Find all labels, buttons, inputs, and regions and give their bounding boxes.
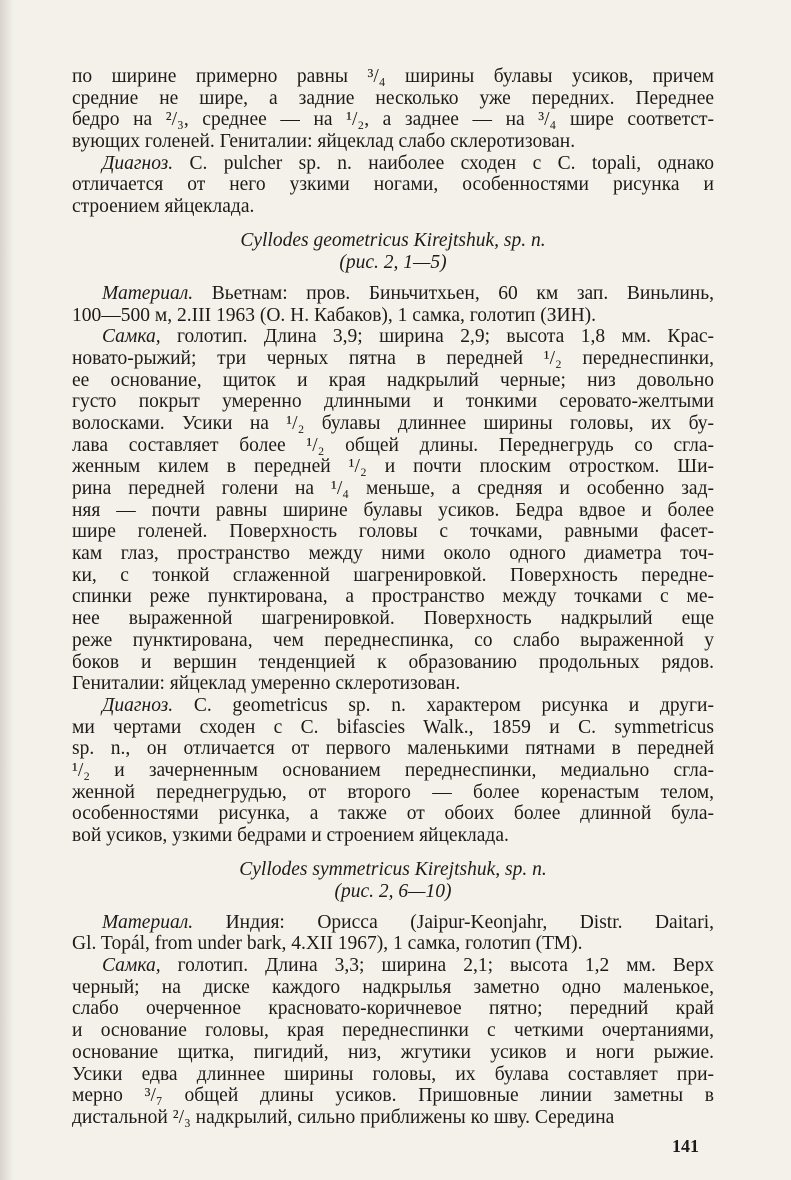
text-line: шире голеней. Поверхность головы с точками, равными фасет- (72, 521, 714, 543)
text-line: 100—500 м, 2.III 1963 (О. Н. Кабаков), 1 самка, голотип (ЗИН). (72, 304, 597, 326)
text-line: нее выраженной шагренировкой. Поверхность надкрылий еще (72, 608, 714, 630)
text-line (72, 283, 714, 305)
text-line: и основание головы, края переднеспинки с четкими очертаниями, (72, 1020, 714, 1042)
line-text: Индия: Орисса (Jaipur-Keonjahr, Distr. Daitari, (193, 911, 714, 933)
paragraph (72, 695, 714, 847)
figure-reference: (рис. 2, 1—5) (339, 251, 447, 273)
paragraph (72, 66, 714, 153)
page-number: 141 (672, 1136, 699, 1156)
text-line: средние не шире, а задние несколько уже передних. Переднее (72, 87, 714, 109)
text-line: черный; на диске каждого надкрылья заметно одно маленькое, (72, 976, 714, 998)
text-line: основание щитка, пигидий, низ, жгутики усиков и ноги рыжие. (72, 1041, 714, 1063)
figure-reference: (рис. 2, 6—10) (334, 880, 452, 902)
text-line: ¹/₂ и зачерненным основанием переднеспинки, медиально сгла- (72, 759, 714, 781)
text-line: отличается от него узкими ногами, особенностями рисунка и (72, 174, 714, 196)
page-gutter (0, 0, 14, 1180)
text-line (72, 955, 714, 977)
text-line: кам глаз, пространство между ними около одного диаметра точ- (72, 543, 714, 565)
text-line: густо покрыт умеренно длинными и тонкими серовато-желтыми (72, 391, 714, 413)
text-line: мерно ³/₇ общей длины усиков. Пришовные линии заметны в (72, 1085, 714, 1107)
text-line: Усики едва длиннее ширины головы, их булава составляет при- (72, 1063, 714, 1085)
text-line: вующих голеней. Гениталии: яйцеклад слабо склеротизован. (72, 131, 576, 153)
section-lead: Самка, (102, 326, 161, 348)
text-line (72, 695, 714, 717)
text-line (72, 912, 714, 934)
section-lead: Диагноз. (102, 152, 174, 174)
line-text: C. pulcher sp. n. наиболее сходен с C. topali, однако (173, 152, 714, 174)
text-line: вой усиков, узкими бедрами и строением яйцеклада. (72, 825, 509, 846)
text-line: спинки реже пунктирована, а пространство между точками с ме- (72, 586, 714, 608)
text-line: няя — почти равны ширине булавы усиков. Бедра вдвое и более (72, 499, 714, 521)
text-line: женным килем в передней ¹/₂ и почти плоским отростком. Ши- (72, 456, 714, 478)
paragraph (72, 955, 714, 1129)
species-heading: Cyllodes symmetricus Kirejtshuk, sp. n. (239, 858, 547, 880)
section-lead: Диагноз. (102, 694, 174, 716)
section-lead: Материал. (102, 911, 194, 933)
text-line: дистальной ²/₃ надкрылий, сильно приближены ко шву. Середина (72, 1106, 615, 1128)
species-heading: Cyllodes geometricus Kirejtshuk, sp. n. (240, 229, 546, 251)
text-line: бедро на ²/₃, среднее — на ¹/₂, а заднее — на ³/₄ шире соответст- (72, 109, 714, 131)
section-lead: Самка, (102, 955, 161, 977)
text-line: строением яйцеклада. (72, 196, 255, 218)
text-line: женной переднегрудью, от второго — более коренастым телом, (72, 781, 714, 803)
text-line: Gl. Topál, from under bark, 4.XII 1967), 1 самка, голотип (ТМ). (72, 933, 583, 955)
text-line (72, 326, 714, 348)
text-line: ее основание, щиток и края надкрылий черные; низ довольно (72, 369, 714, 391)
line-text: голотип. Длина 3,3; ширина 2,1; высота 1,2 мм. Верх (160, 955, 714, 977)
text-line: волосками. Усики на ¹/₂ булавы длиннее ширины головы, их бу- (72, 412, 714, 434)
paragraph (72, 912, 714, 955)
text-line: ми чертами сходен с C. bifascies Walk., 1859 и C. symmetricus (72, 716, 714, 738)
text-line: особенностями рисунка, а также от обоих более длинной була- (72, 803, 714, 825)
paragraph (72, 283, 714, 326)
paragraph (72, 326, 714, 695)
text-line: лава составляет более ¹/₂ общей длины. Переднегрудь со сгла- (72, 434, 714, 456)
text-line: боков и вершин тенденцией к образованию продольных рядов. (72, 651, 714, 673)
section-lead: Материал. (102, 282, 194, 304)
paragraph (72, 153, 714, 218)
text-line: новато-рыжий; три черных пятна в передней ¹/₂ переднеспинки, (72, 347, 714, 369)
text-line: по ширине примерно равны ³/₄ ширины булавы усиков, причем (72, 66, 714, 87)
text-line: Гениталии: яйцеклад умеренно склеротизован. (72, 673, 461, 695)
text-line (72, 153, 714, 175)
line-text: голотип. Длина 3,9; ширина 2,9; высота 1,8 мм. Крас- (160, 326, 714, 348)
text-line: слабо очерченное красновато-коричневое пятно; передний край (72, 998, 714, 1020)
text-line: sp. n., он отличается от первого маленькими пятнами в передней (72, 738, 714, 760)
text-column (72, 66, 714, 1129)
text-line: рина передней голени на ¹/₄ меньше, а средняя и особенно зад- (72, 478, 714, 499)
text-line: реже пунктирована, чем переднеспинка, со слабо выраженной у (72, 629, 714, 651)
text-line: ки, с тонкой сглаженной шагренировкой. Поверхность передне- (72, 564, 714, 586)
line-text: Вьетнам: пров. Биньчитхьен, 60 км зап. Виньлинь, (193, 282, 714, 304)
line-text: C. geometricus sp. n. характером рисунка и други- (173, 694, 714, 716)
